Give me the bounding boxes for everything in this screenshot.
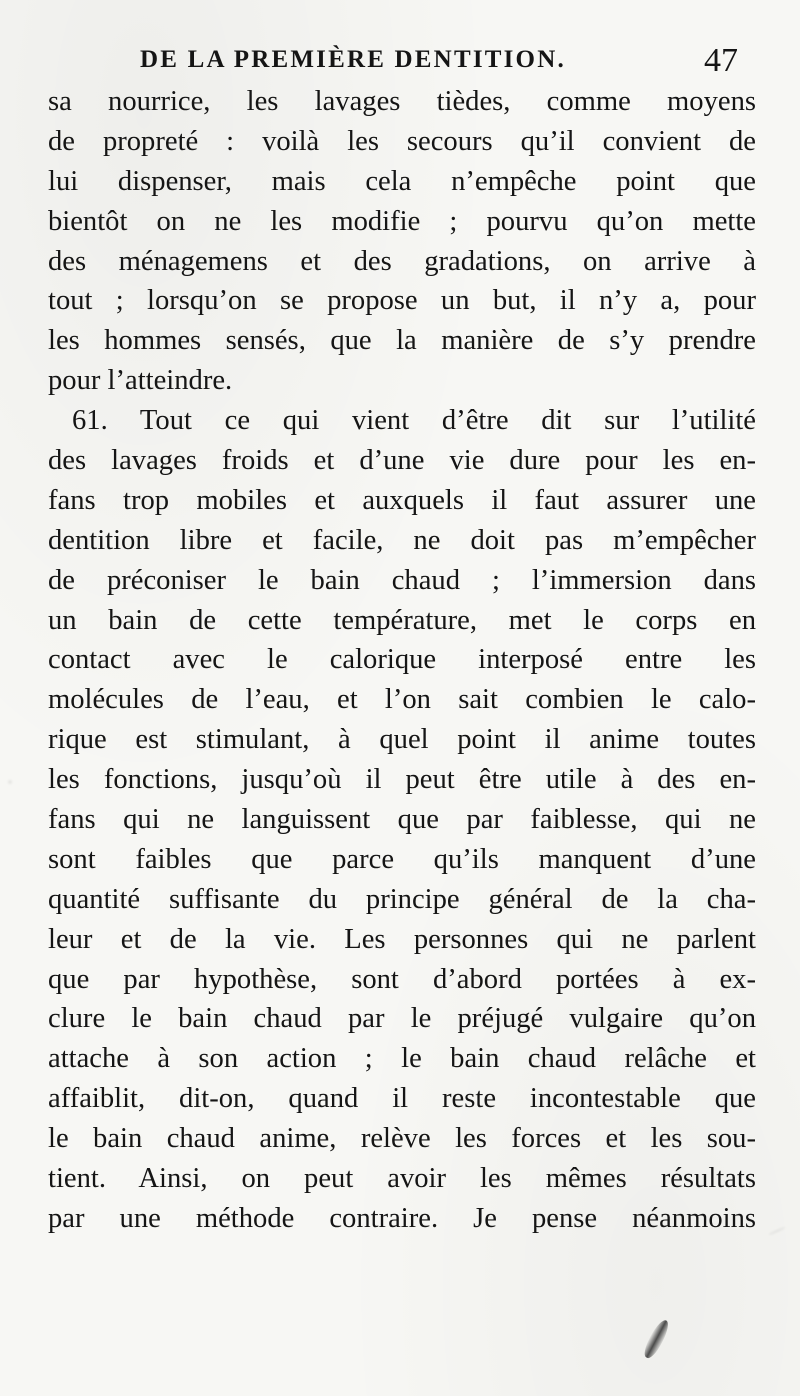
paper-speck bbox=[8, 780, 12, 784]
text-line: les fonctions, jusqu’où il peut être utile à des en- bbox=[48, 764, 756, 796]
text-line: affaiblit, dit-on, quand il reste incontestable que bbox=[48, 1083, 756, 1115]
text-line: tout ; lorsqu’on se propose un but, il n’y a, pour bbox=[48, 285, 756, 317]
text-line: le bain chaud anime, relève les forces et les sou- bbox=[48, 1123, 756, 1155]
text-line: des lavages froids et d’une vie dure pour les en- bbox=[48, 445, 756, 477]
page-header bbox=[128, 44, 738, 86]
text-line: fans qui ne languissent que par faiblesse, qui ne bbox=[48, 804, 756, 836]
text-line: lui dispenser, mais cela n’empêche point que bbox=[48, 165, 756, 197]
text-line: des ménagemens et des gradations, on arrive à bbox=[48, 245, 756, 277]
ink-mark bbox=[641, 1317, 672, 1360]
text-line: les hommes sensés, que la manière de s’y prendre bbox=[48, 325, 756, 357]
body-text bbox=[48, 82, 756, 1239]
text-line: de propreté : voilà les secours qu’il convient de bbox=[48, 125, 756, 157]
text-line: par une méthode contraire. Je pense néanmoins bbox=[48, 1202, 756, 1234]
text-line: pour l’atteindre. bbox=[48, 365, 233, 397]
text-line: un bain de cette température, met le corps en bbox=[48, 604, 756, 636]
text-line: fans trop mobiles et auxquels il faut assurer une bbox=[48, 484, 756, 516]
running-head: DE LA PREMIÈRE DENTITION. bbox=[140, 46, 566, 73]
text-line: de préconiser le bain chaud ; l’immersion dans bbox=[48, 564, 756, 596]
paragraph-number-line: 61. Tout ce qui vient d’être dit sur l’utilité bbox=[72, 405, 756, 437]
text-line: rique est stimulant, à quel point il anime toutes bbox=[48, 724, 756, 756]
text-line: tient. Ainsi, on peut avoir les mêmes résultats bbox=[48, 1163, 756, 1195]
text-line: sa nourrice, les lavages tièdes, comme moyens bbox=[48, 86, 756, 117]
paper-mark bbox=[768, 1226, 785, 1235]
text-line: attache à son action ; le bain chaud relâche et bbox=[48, 1043, 756, 1075]
text-line: contact avec le calorique interposé entre les bbox=[48, 644, 756, 676]
text-line: sont faibles que parce qu’ils manquent d’une bbox=[48, 843, 756, 875]
text-line: quantité suffisante du principe général de la cha- bbox=[48, 883, 756, 915]
page-number: 47 bbox=[704, 42, 738, 79]
text-line: clure le bain chaud par le préjugé vulgaire qu’on bbox=[48, 1003, 756, 1035]
text-line: que par hypothèse, sont d’abord portées à ex- bbox=[48, 963, 756, 995]
text-line: dentition libre et facile, ne doit pas m’empêcher bbox=[48, 524, 756, 556]
text-line: molécules de l’eau, et l’on sait combien le calo- bbox=[48, 684, 756, 716]
text-line: bientôt on ne les modifie ; pourvu qu’on mette bbox=[48, 205, 756, 237]
text-line: leur et de la vie. Les personnes qui ne parlent bbox=[48, 923, 756, 955]
